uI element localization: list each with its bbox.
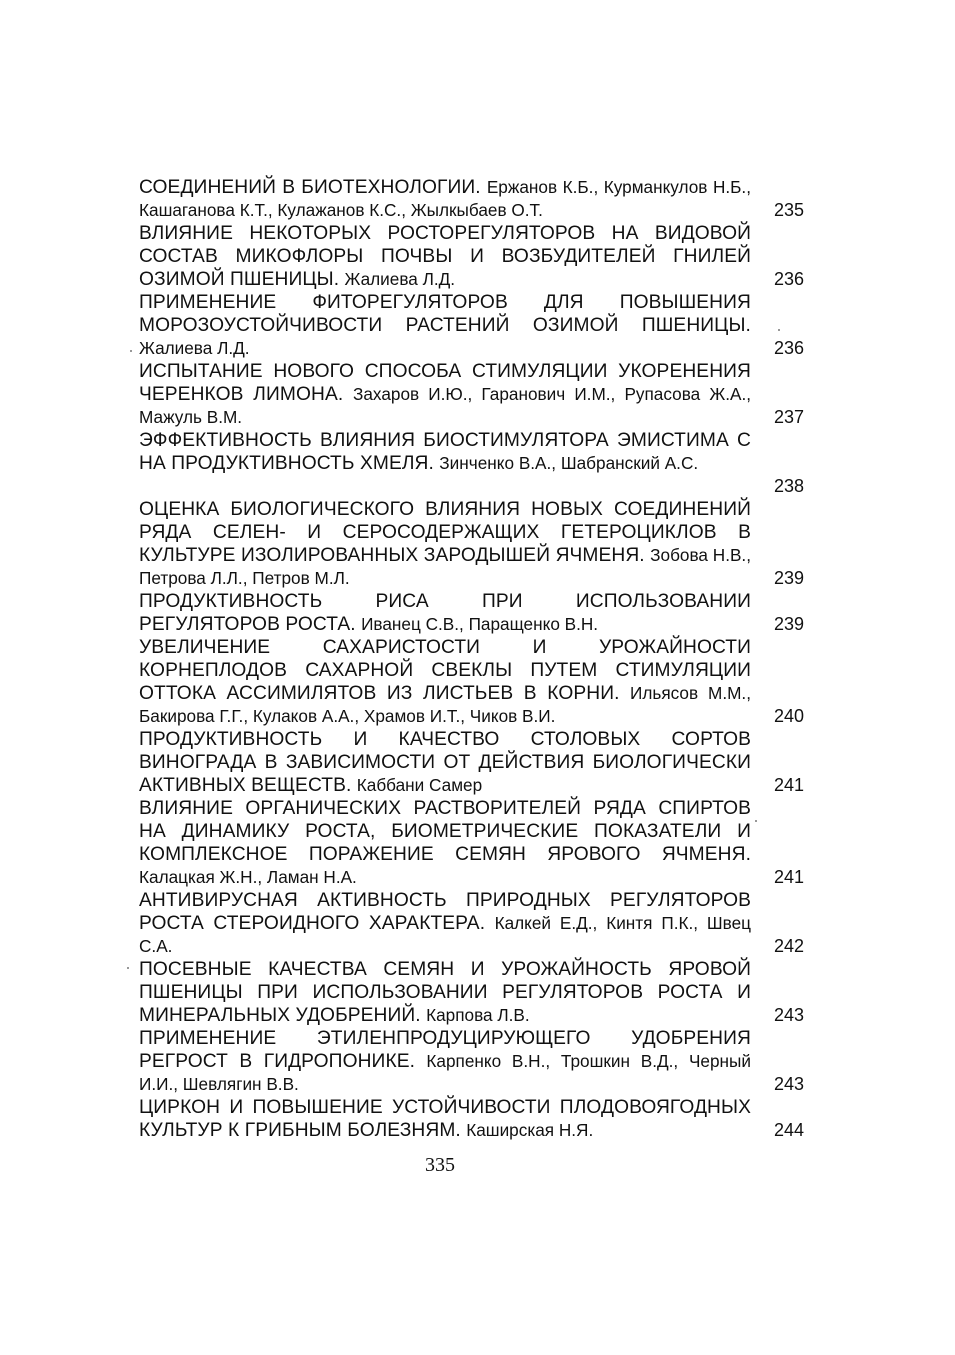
- toc-entry-title: ВЛИЯНИЕ НЕКОТОРЫХ РОСТОРЕГУЛЯТОРОВ НА ВИДОВОЙ СОСТАВ МИКОФЛОРЫ ПОЧВЫ И ВОЗБУДИТЕЛЕЙ ГНИЛЕЙ ОЗИМОЙ ПШЕНИЦЫ.: [139, 223, 751, 291]
- toc-entry-text: [139, 590, 751, 636]
- toc-entry-title: СОЕДИНЕНИЙ В БИОТЕХНОЛОГИИ.: [139, 177, 481, 198]
- toc-entry-title: ЭФФЕКТИВНОСТЬ ВЛИЯНИЯ БИОСТИМУЛЯТОРА ЭМИСТИМА С НА ПРОДУКТИВНОСТЬ ХМЕЛЯ.: [139, 430, 751, 475]
- toc-entry-page: 239: [773, 567, 804, 588]
- toc-entry-authors: Зинченко В.А., Шабранский А.С.: [439, 453, 699, 474]
- toc-entry-title: ОЦЕНКА БИОЛОГИЧЕСКОГО ВЛИЯНИЯ НОВЫХ СОЕДИНЕНИЙ РЯДА СЕЛЕН- И СЕРОСОДЕРЖАЩИХ ГЕТЕРОЦИКЛОВ В КУЛЬТУРЕ ИЗОЛИРОВАННЫХ ЗАРОДЫШЕЙ ЯЧМЕНЯ.: [139, 499, 751, 567]
- toc-entry-authors: Карпенко В.Н., Трошкин В.Д., Черный И.И., Шевлягин В.В.: [139, 1051, 751, 1095]
- toc-entry-page: 240: [773, 705, 804, 726]
- toc-entry: [139, 429, 804, 498]
- table-of-contents: [139, 176, 804, 1142]
- toc-entry-authors: Жалиева Л.Д.: [344, 269, 456, 290]
- toc-entry-title: ПРОДУКТИВНОСТЬ И КАЧЕСТВО СТОЛОВЫХ СОРТОВ ВИНОГРАДА В ЗАВИСИМОСТИ ОТ ДЕЙСТВИЯ БИОЛОГИЧЕСКИ АКТИВНЫХ ВЕЩЕСТВ.: [139, 729, 751, 797]
- toc-entry-text: [139, 958, 751, 1027]
- toc-entry-text: [139, 222, 751, 291]
- toc-entry-text: [139, 889, 751, 958]
- toc-entry: [139, 889, 804, 958]
- scan-speck: [755, 820, 757, 822]
- toc-entry: [139, 176, 804, 222]
- toc-entry-text: [139, 1027, 751, 1096]
- scan-speck: [778, 329, 780, 331]
- toc-entry-authors: Зобова Н.В., Петрова Л.Л., Петров М.Л.: [139, 545, 751, 589]
- toc-entry: [139, 222, 804, 291]
- toc-entry-authors: Иванец С.В., Паращенко В.Н.: [361, 614, 599, 635]
- toc-entry-page: 242: [773, 935, 804, 956]
- toc-entry: [139, 958, 804, 1027]
- toc-entry-page: 243: [773, 1073, 804, 1094]
- toc-entry-title: АНТИВИРУСНАЯ АКТИВНОСТЬ ПРИРОДНЫХ РЕГУЛЯТОРОВ РОСТА СТЕРОИДНОГО ХАРАКТЕРА.: [139, 890, 751, 935]
- toc-entry-text: [139, 1096, 751, 1142]
- toc-entry-text: [139, 797, 751, 889]
- toc-entry-title: ВЛИЯНИЕ ОРГАНИЧЕСКИХ РАСТВОРИТЕЛЕЙ РЯДА СПИРТОВ НА ДИНАМИКУ РОСТА, БИОМЕТРИЧЕСКИЕ ПОКАЗАТЕЛИ И КОМПЛЕКСНОЕ ПОРАЖЕНИЕ СЕМЯН ЯРОВОГО ЯЧМЕНЯ.: [139, 798, 751, 866]
- toc-entry-page: 238: [773, 475, 804, 496]
- scan-speck: [127, 967, 129, 969]
- toc-entry-title: ПРИМЕНЕНИЕ ЭТИЛЕНПРОДУЦИРУЮЩЕГО УДОБРЕНИЯ РЕГРОСТ В ГИДРОПОНИКЕ.: [139, 1028, 751, 1073]
- toc-entry-title: ИСПЫТАНИЕ НОВОГО СПОСОБА СТИМУЛЯЦИИ УКОРЕНЕНИЯ ЧЕРЕНКОВ ЛИМОНА.: [139, 361, 751, 406]
- toc-entry-page: 236: [773, 268, 804, 289]
- toc-entry-page: 239: [773, 613, 804, 634]
- toc-entry: [139, 797, 804, 889]
- toc-entry-title: ЦИРКОН И ПОВЫШЕНИЕ УСТОЙЧИВОСТИ ПЛОДОВОЯГОДНЫХ КУЛЬТУР К ГРИБНЫМ БОЛЕЗНЯМ.: [139, 1097, 751, 1142]
- toc-entry-text: [139, 498, 751, 590]
- toc-entry-text: [139, 176, 751, 222]
- toc-entry-page: 237: [773, 406, 804, 427]
- toc-entry: [139, 360, 804, 429]
- toc-entry-authors: Ержанов К.Б., Курманкулов Н.Б., Кашаганова К.Т., Кулажанов К.С., Жылкыбаев О.Т.: [139, 177, 751, 221]
- toc-entry-authors: Жалиева Л.Д.: [139, 338, 250, 359]
- toc-entry: [139, 1096, 804, 1142]
- toc-entry-authors: Ильясов М.М., Бакирова Г.Г., Кулаков А.А., Храмов И.Т., Чиков В.И.: [139, 683, 751, 727]
- toc-entry-text: [139, 360, 751, 429]
- toc-entry-text: [139, 636, 751, 728]
- toc-entry-authors: Карпова Л.В.: [426, 1005, 530, 1026]
- toc-entry-title: ПРОДУКТИВНОСТЬ РИСА ПРИ ИСПОЛЬЗОВАНИИ РЕГУЛЯТОРОВ РОСТА.: [139, 591, 751, 636]
- toc-entry-page: 241: [773, 866, 804, 887]
- page-number: 335: [425, 1154, 455, 1176]
- toc-entry: [139, 728, 804, 797]
- toc-entry-authors: Захаров И.Ю., Гаранович И.М., Рупасова Ж.А., Мажуль В.М.: [139, 384, 751, 428]
- toc-entry-page: 241: [773, 774, 804, 795]
- toc-entry: [139, 636, 804, 728]
- toc-entry-page: 243: [773, 1004, 804, 1025]
- toc-entry-text: [139, 291, 751, 360]
- toc-entry-text: [139, 728, 751, 797]
- toc-entry: [139, 590, 804, 636]
- toc-entry-page: 235: [773, 199, 804, 220]
- toc-entry-title: УВЕЛИЧЕНИЕ САХАРИСТОСТИ И УРОЖАЙНОСТИ КОРНЕПЛОДОВ САХАРНОЙ СВЕКЛЫ ПУТЕМ СТИМУЛЯЦИИ ОТТОКА АССИМИЛЯТОВ ИЗ ЛИСТЬЕВ В КОРНИ.: [139, 637, 751, 705]
- toc-entry-title: ПРИМЕНЕНИЕ ФИТОРЕГУЛЯТОРОВ ДЛЯ ПОВЫШЕНИЯ МОРОЗОУСТОЙЧИВОСТИ РАСТЕНИЙ ОЗИМОЙ ПШЕНИЦЫ.: [139, 292, 751, 337]
- toc-entry: [139, 1027, 804, 1096]
- toc-entry-title: ПОСЕВНЫЕ КАЧЕСТВА СЕМЯН И УРОЖАЙНОСТЬ ЯРОВОЙ ПШЕНИЦЫ ПРИ ИСПОЛЬЗОВАНИИ РЕГУЛЯТОРОВ РОСТА И МИНЕРАЛЬНЫХ УДОБРЕНИЙ.: [139, 959, 751, 1027]
- toc-entry: [139, 498, 804, 590]
- toc-entry-text: [139, 429, 751, 475]
- toc-entry-authors: Каббани Самер: [356, 775, 483, 796]
- toc-entry: [139, 291, 804, 360]
- toc-entry-authors: Калкей Е.Д., Кинтя П.К., Швец С.А.: [139, 913, 751, 957]
- toc-entry-authors: Калацкая Ж.Н., Ламан Н.А.: [139, 867, 357, 888]
- scan-speck: [130, 350, 132, 352]
- toc-entry-page: 244: [773, 1119, 804, 1140]
- toc-entry-page: 236: [773, 337, 804, 358]
- toc-entry-authors: Каширская Н.Я.: [466, 1120, 594, 1141]
